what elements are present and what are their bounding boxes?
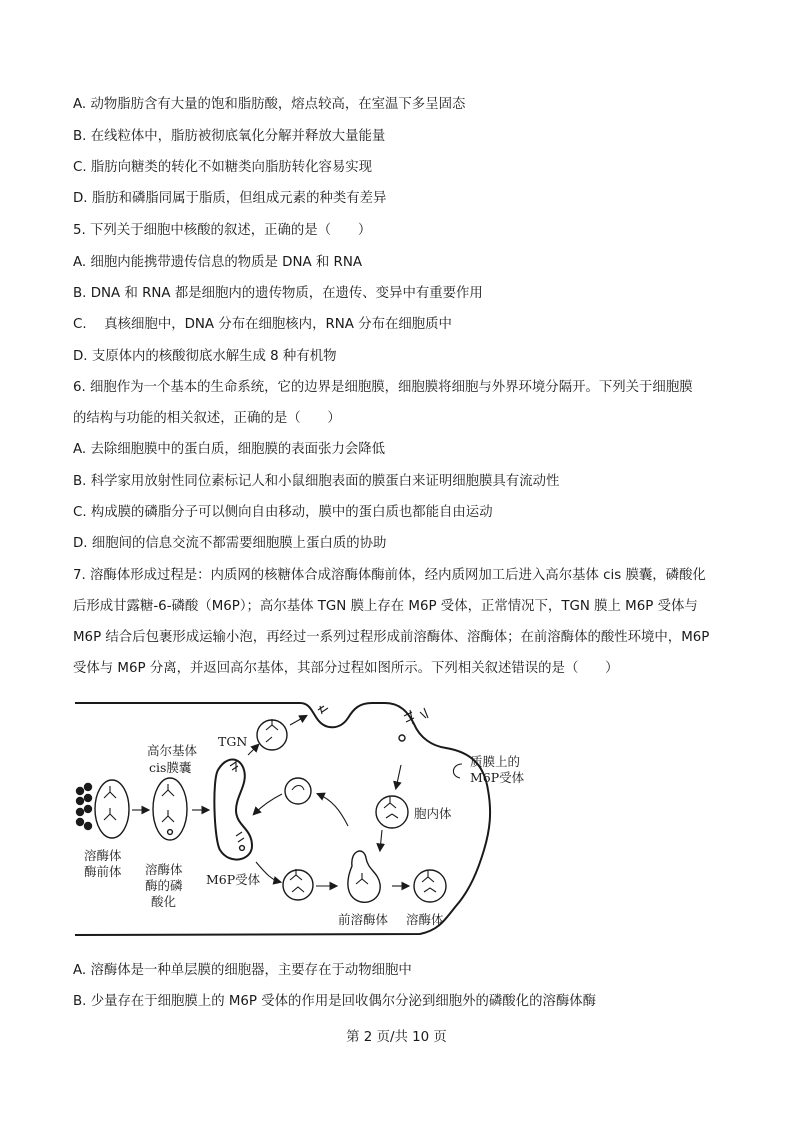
question-6-option-b: B. 科学家用放射性同位素标记人和小鼠细胞表面的膜蛋白来证明细胞膜具有流动性	[73, 474, 560, 489]
question-5-option-d: D. 支原体内的核酸彻底水解生成 8 种有机物	[73, 349, 337, 364]
question-5-option-c: C. 真核细胞中，DNA 分布在细胞核内，RNA 分布在细胞质中	[73, 317, 452, 332]
er-vesicle	[95, 780, 129, 838]
receptor-return-vesicle	[285, 778, 311, 804]
label-membrane-receptor-2: M6P受体	[470, 770, 525, 785]
question-7-stem-line-4: 受体与 M6P 分离，并返回高尔基体，其部分过程如图所示。下列相关叙述错误的是（ ）	[73, 661, 619, 676]
receptor-glyph-top	[318, 706, 428, 741]
question-7-stem-line-3: M6P 结合后包裹形成运输小泡，再经过一系列过程形成前溶酶体、溶酶体；在前溶酶体的酸性环境中，M6P	[73, 630, 710, 645]
enzyme-precursor-dots	[76, 783, 92, 830]
prelysosome	[348, 851, 380, 902]
question-6-stem-line-1: 6. 细胞作为一个基本的生命系统，它的边界是细胞膜，细胞膜将细胞与外界环境分隔开。下列关于细胞膜	[73, 380, 693, 395]
membrane-m6p-receptor-pit	[453, 764, 462, 778]
label-membrane-receptor-1: 质膜上的	[470, 754, 521, 769]
question-6-option-c: C. 构成膜的磷脂分子可以侧向自由移动，膜中的蛋白质也都能自由运动	[73, 505, 493, 520]
question-6-stem-line-2: 的结构与功能的相关叙述，正确的是（ ）	[73, 411, 341, 426]
question-6-option-d: D. 细胞间的信息交流不都需要细胞膜上蛋白质的协助	[73, 536, 387, 551]
question-7-option-b: B. 少量存在于细胞膜上的 M6P 受体的作用是回收偶尔分泌到细胞外的磷酸化的溶酶体酶	[73, 994, 597, 1009]
endosome	[376, 796, 408, 828]
question-5-option-a: A. 细胞内能携带遗传信息的物质是 DNA 和 RNA	[73, 255, 363, 270]
question-5-stem: 5. 下列关于细胞中核酸的叙述，正确的是（ ）	[73, 223, 372, 238]
question-7-option-a: A. 溶酶体是一种单层膜的细胞器，主要存在于动物细胞中	[73, 963, 412, 978]
question-7-stem-line-2: 后形成甘露糖-6-磷酸（M6P）；高尔基体 TGN 膜上存在 M6P 受体，正常情况下，TGN 膜上 M6P 受体与	[73, 599, 698, 614]
option-d-fat: D. 脂肪和磷脂同属于脂质，但组成元素的种类有差异	[73, 191, 387, 206]
tgn-membrane	[214, 760, 252, 860]
tgn-transport-vesicle-bottom	[283, 870, 313, 900]
label-golgi-cis-2: cis膜囊	[149, 760, 192, 775]
question-7-stem-line-1: 7. 溶酶体形成过程是：内质网的核糖体合成溶酶体酶前体，经内质网加工后进入高尔基体 cis 膜囊，磷酸化	[73, 568, 706, 583]
label-tgn: TGN	[218, 734, 248, 749]
option-c-fat: C. 脂肪向糖类的转化不如糖类向脂肪转化容易实现	[73, 160, 373, 175]
label-precursor-2: 酶前体	[84, 864, 122, 879]
label-endosome: 胞内体	[414, 806, 452, 821]
label-lysosome: 溶酶体	[406, 912, 444, 927]
option-a-fat: A. 动物脂肪含有大量的饱和脂肪酸，熔点较高，在室温下多呈固态	[73, 97, 466, 112]
question-5-option-b: B. DNA 和 RNA 都是细胞内的遗传物质，在遗传、变异中有重要作用	[73, 286, 483, 301]
label-phosphorylation-1: 溶酶体	[145, 862, 183, 877]
label-m6p-receptor: M6P受体	[206, 872, 261, 887]
label-phosphorylation-2: 酶的磷	[145, 878, 183, 893]
page-footer: 第 2 页/共 10 页	[346, 1030, 447, 1045]
label-precursor-1: 溶酶体	[84, 848, 122, 863]
label-phosphorylation-3: 酸化	[151, 894, 177, 909]
label-golgi-cis-1: 高尔基体	[147, 743, 198, 758]
option-b-fat: B. 在线粒体中，脂肪被彻底氧化分解并释放大量能量	[73, 129, 386, 144]
lysosome	[414, 870, 446, 902]
label-prelysosome: 前溶酶体	[338, 912, 389, 927]
question-6-option-a: A. 去除细胞膜中的蛋白质，细胞膜的表面张力会降低	[73, 442, 386, 457]
